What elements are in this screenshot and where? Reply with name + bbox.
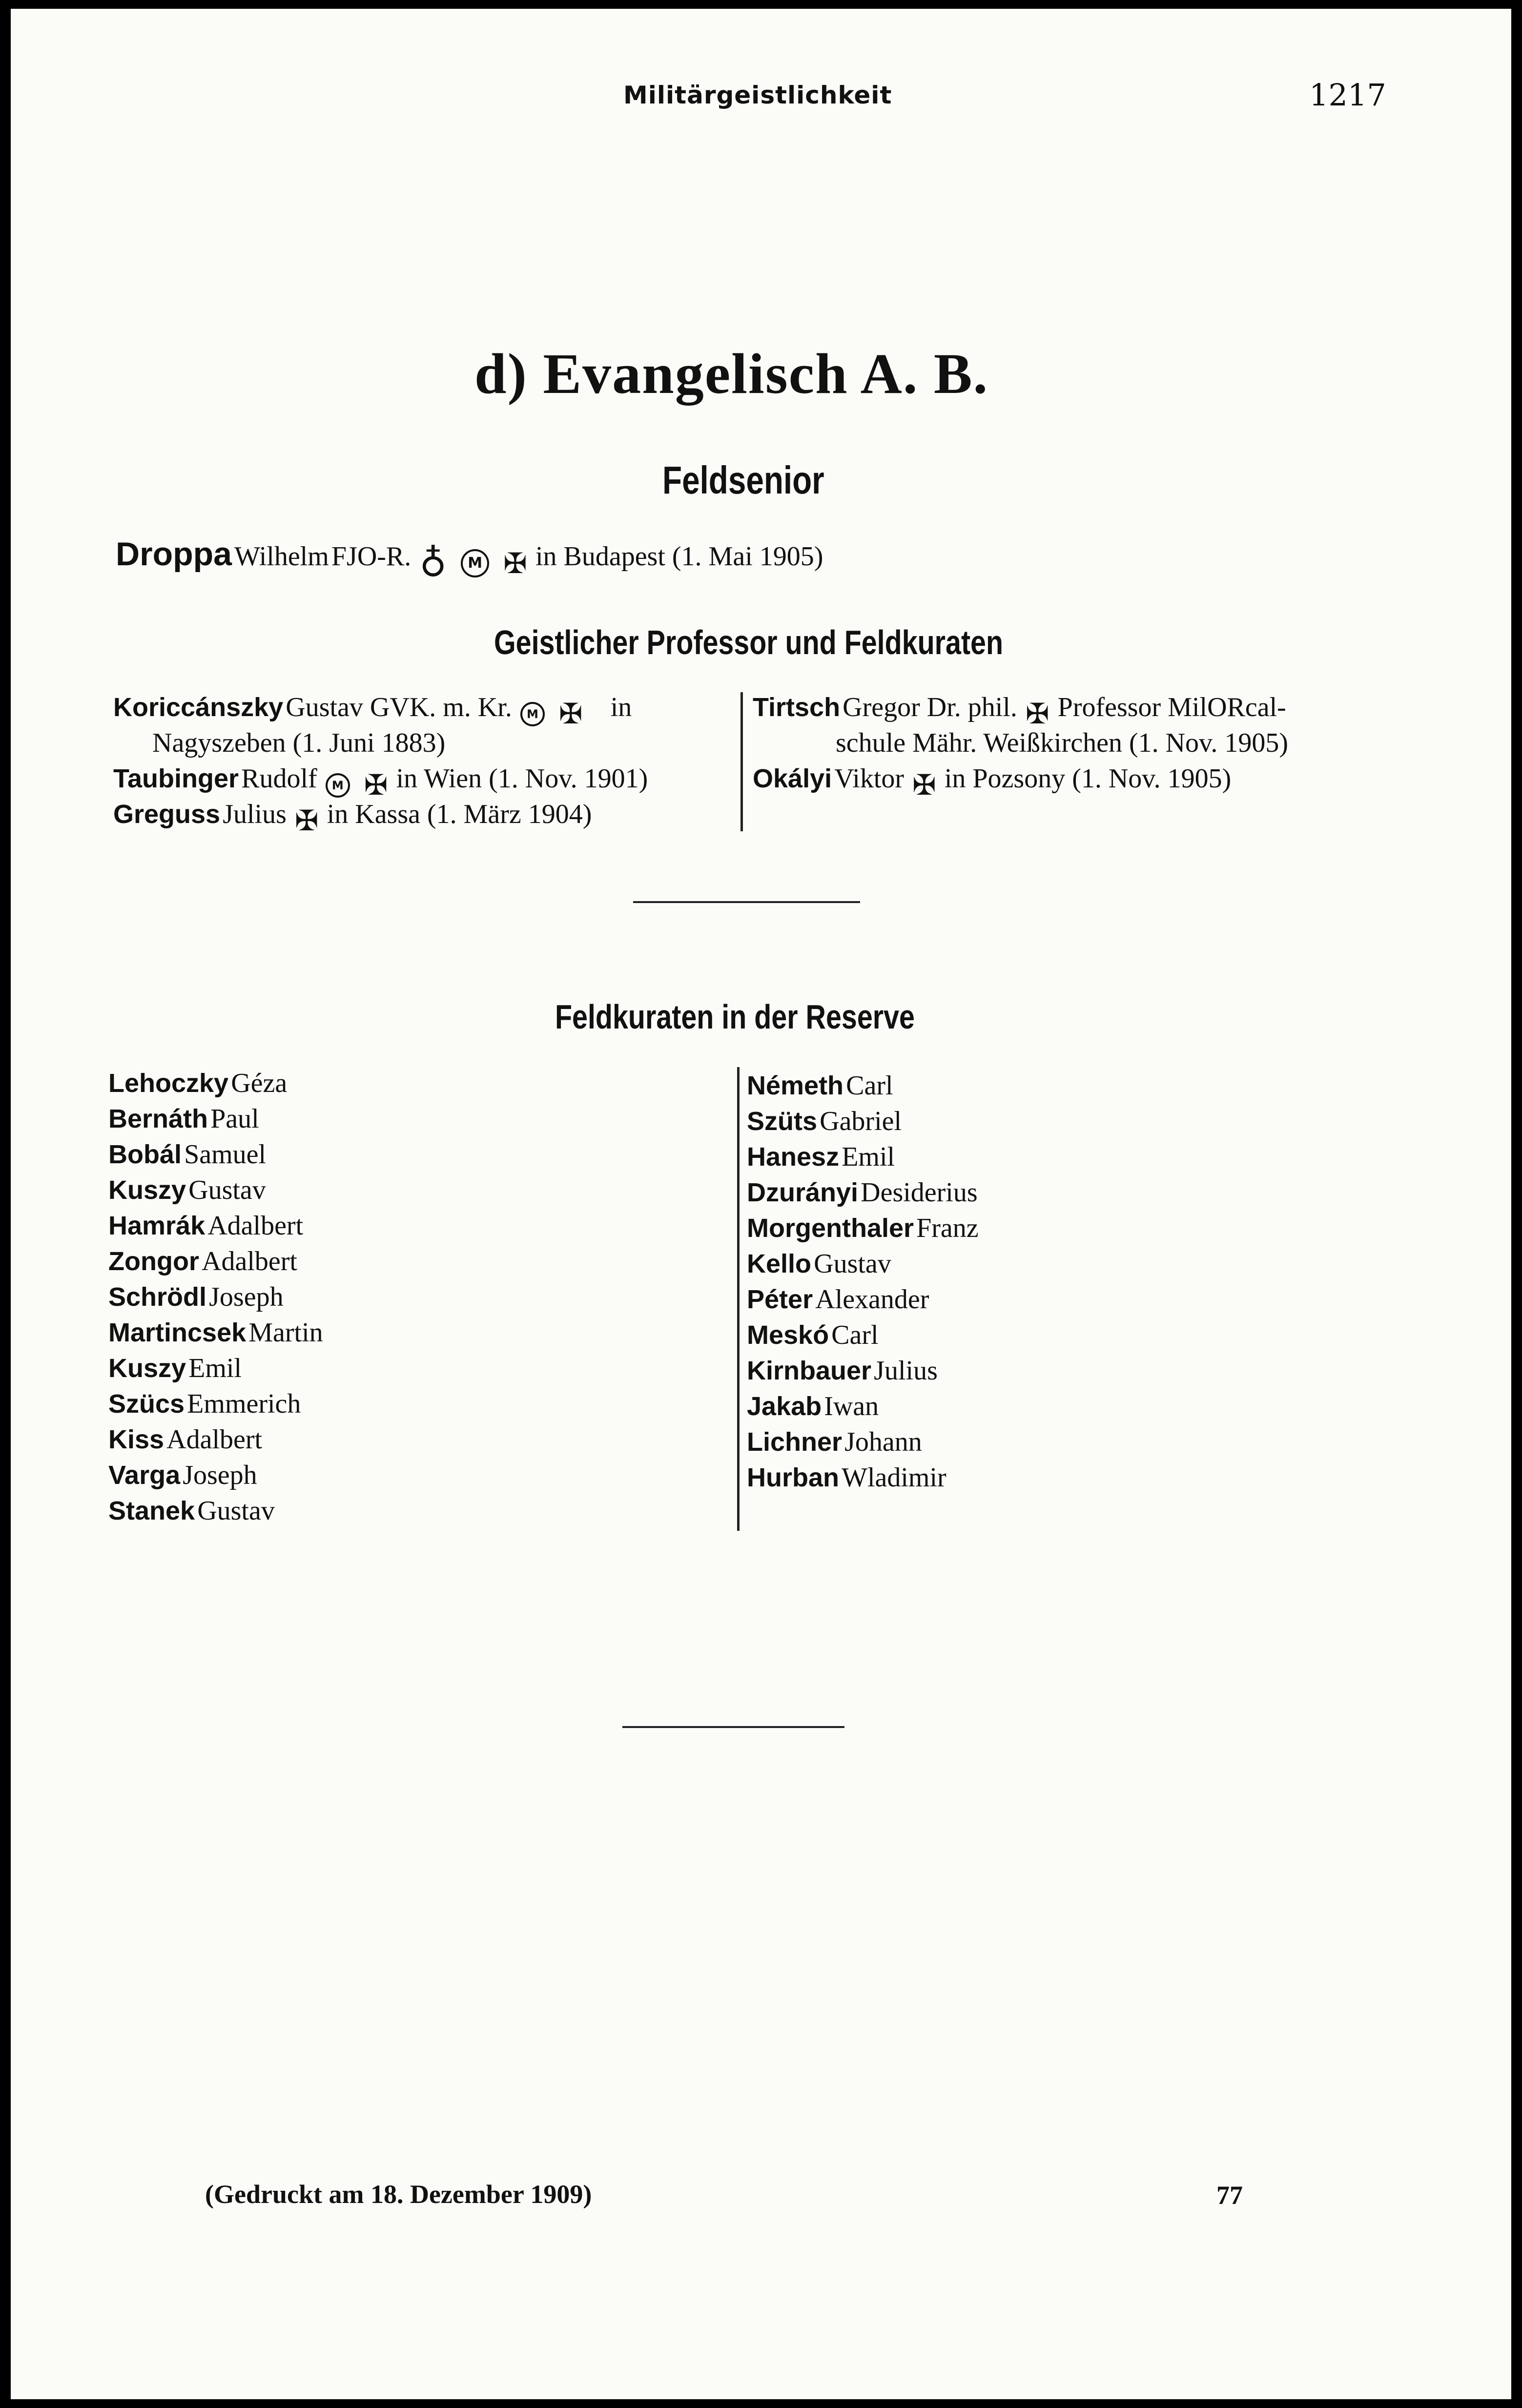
entry-given-name: Gustav [814, 1249, 891, 1279]
feldsenior-location: in Budapest (1. Mai 1905) [535, 541, 823, 572]
page-number: 1217 [1309, 77, 1386, 113]
merit-medal-icon: M [461, 549, 489, 577]
list-item [747, 1068, 1381, 1104]
list-item [108, 1386, 719, 1422]
entry-given-name: Gustav [197, 1496, 275, 1526]
entry-surname: Okályi [753, 764, 832, 793]
military-cross-icon: ✠ [503, 546, 527, 580]
entry-surname: Taubinger [113, 764, 239, 793]
entry-given-name: Julius [874, 1356, 938, 1386]
reserve-section-heading: Feldkuraten in der Reserve [555, 998, 915, 1036]
entry-given-name: Desiderius [861, 1177, 978, 1208]
list-item [108, 1101, 719, 1137]
entry-given-name: Carl [846, 1070, 893, 1101]
entry-text: in Kassa (1. März 1904) [327, 799, 592, 829]
list-item [108, 1351, 719, 1386]
entry-surname: Jakab [747, 1392, 822, 1421]
print-date: (Gedruckt am 18. Dezember 1909) [205, 2180, 592, 2209]
column-divider [740, 692, 743, 831]
entry-given-name: Gabriel [820, 1106, 902, 1136]
list-item [113, 725, 748, 761]
list-item [753, 725, 1436, 761]
entry-given-name: Emil [842, 1142, 895, 1172]
list-item [108, 1422, 719, 1458]
military-cross-icon: ✠ [364, 768, 388, 802]
feldsenior-title: FJO-R. [331, 541, 411, 572]
entry-surname: Kuszy [108, 1175, 186, 1205]
entry-surname: Lehoczky [108, 1069, 229, 1098]
list-item [747, 1175, 1381, 1211]
entry-given-name: Franz [916, 1213, 979, 1243]
entry-surname: Hamrák [108, 1211, 206, 1240]
military-cross-icon: ✠ [912, 768, 936, 802]
list-item [113, 690, 748, 730]
entry-surname: Tirtsch [753, 693, 841, 722]
entry-given-name: Joseph [183, 1460, 257, 1490]
feldsenior-given: Wilhelm [234, 541, 329, 572]
entry-surname: Kirnbauer [747, 1356, 872, 1385]
list-item [747, 1317, 1381, 1353]
list-item [747, 1424, 1381, 1460]
list-item [108, 1493, 719, 1529]
entry-given-name: Joseph [209, 1282, 284, 1312]
entry-given-name: Adalbert [207, 1211, 304, 1241]
list-item [747, 1139, 1381, 1175]
feldsenior-surname: Droppa [116, 535, 232, 573]
entry-surname: Zongor [108, 1247, 199, 1276]
entry-given-name: Carl [831, 1320, 879, 1350]
list-item [747, 1353, 1381, 1389]
list-item [747, 1104, 1381, 1139]
entry-surname: Dzurányi [747, 1178, 859, 1207]
entry-surname: Kiss [108, 1425, 165, 1454]
entry-surname: Meskó [747, 1320, 829, 1350]
list-item [747, 1282, 1381, 1317]
list-item [113, 797, 748, 837]
list-item [108, 1137, 719, 1173]
list-item [753, 690, 1436, 730]
entry-given-name: Géza [231, 1068, 288, 1098]
entry-given-name: Adalbert [166, 1424, 263, 1455]
order-of-leopold-icon: ♁ [419, 541, 447, 585]
entry-text: in [610, 692, 632, 722]
list-item [747, 1460, 1381, 1496]
list-item [747, 1246, 1381, 1282]
list-item [108, 1279, 719, 1315]
entry-given-name: Paul [210, 1104, 259, 1134]
entry-surname: Varga [108, 1461, 181, 1490]
entry-surname: Bobál [108, 1140, 182, 1169]
entry-surname: Péter [747, 1285, 813, 1314]
entry-given-name: Gustav [188, 1175, 266, 1205]
list-item [108, 1173, 719, 1208]
entry-text: Viktor [834, 763, 905, 794]
section-title: d) Evangelisch A. B. [474, 342, 989, 406]
list-item [108, 1244, 719, 1279]
entry-given-name: Adalbert [202, 1246, 297, 1276]
entry-given-name: Iwan [824, 1391, 879, 1421]
reserve-left-column [108, 1066, 719, 1529]
sheet-number: 77 [1216, 2181, 1243, 2210]
entry-text: Julius [223, 799, 287, 829]
entry-surname: Lichner [747, 1427, 843, 1457]
list-item [108, 1208, 719, 1244]
military-cross-icon: ✠ [1025, 697, 1049, 730]
entry-surname: Stanek [108, 1496, 195, 1525]
entry-surname: Schrödl [108, 1282, 207, 1312]
section-divider [633, 901, 860, 903]
entry-surname: Kello [747, 1249, 812, 1278]
list-item [747, 1211, 1381, 1246]
feldsenior-heading: Feldsenior [662, 458, 824, 502]
entry-surname: Morgenthaler [747, 1214, 914, 1243]
entry-surname: Szüts [747, 1107, 818, 1136]
entry-text: in Wien (1. Nov. 1901) [396, 763, 648, 794]
entry-given-name: Samuel [184, 1139, 267, 1170]
list-item [108, 1315, 719, 1351]
entry-text: Professor MilORcal- [1057, 692, 1286, 722]
entry-text: schule Mähr. Weißkirchen (1. Nov. 1905) [836, 728, 1289, 758]
professor-section-heading: Geistlicher Professor und Feldkuraten [494, 623, 1004, 661]
entry-text: Rudolf [241, 763, 317, 794]
entry-text: in Pozsony (1. Nov. 1905) [944, 763, 1232, 794]
reserve-right-column [747, 1068, 1381, 1496]
entry-surname: Greguss [113, 800, 221, 829]
entry-surname: Kuszy [108, 1354, 186, 1383]
merit-medal-icon: M [326, 773, 350, 798]
entry-text: Nagyszeben (1. Juni 1883) [152, 728, 446, 758]
entry-surname: Németh [747, 1071, 844, 1100]
professor-right-column [753, 690, 1436, 802]
military-cross-icon: ✠ [294, 804, 319, 837]
entry-text: Gustav GVK. m. Kr. [286, 692, 512, 722]
list-item [113, 761, 748, 802]
entry-given-name: Emmerich [187, 1389, 301, 1419]
entry-given-name: Johann [844, 1427, 922, 1457]
merit-medal-icon: M [520, 702, 545, 726]
entry-surname: Hurban [747, 1463, 839, 1492]
section-divider [622, 1726, 844, 1728]
column-divider [737, 1067, 740, 1531]
entry-given-name: Martin [248, 1317, 323, 1348]
feldsenior-entry [116, 535, 823, 585]
list-item [108, 1458, 719, 1493]
military-cross-icon: ✠ [559, 697, 583, 730]
entry-surname: Szücs [108, 1389, 185, 1419]
entry-surname: Koriccánszky [113, 693, 284, 722]
entry-given-name: Emil [188, 1353, 242, 1383]
entry-surname: Hanesz [747, 1142, 840, 1172]
entry-text: Gregor Dr. phil. [843, 692, 1017, 722]
list-item [753, 761, 1436, 802]
running-header-title: Militärgeistlichkeit [623, 81, 892, 109]
list-item [108, 1066, 719, 1101]
entry-surname: Martincsek [108, 1318, 247, 1347]
professor-left-column [113, 690, 748, 837]
entry-given-name: Alexander [815, 1284, 929, 1315]
entry-given-name: Wladimir [842, 1462, 946, 1493]
list-item [747, 1389, 1381, 1424]
document-page [11, 9, 1511, 2399]
entry-surname: Bernáth [108, 1104, 208, 1133]
